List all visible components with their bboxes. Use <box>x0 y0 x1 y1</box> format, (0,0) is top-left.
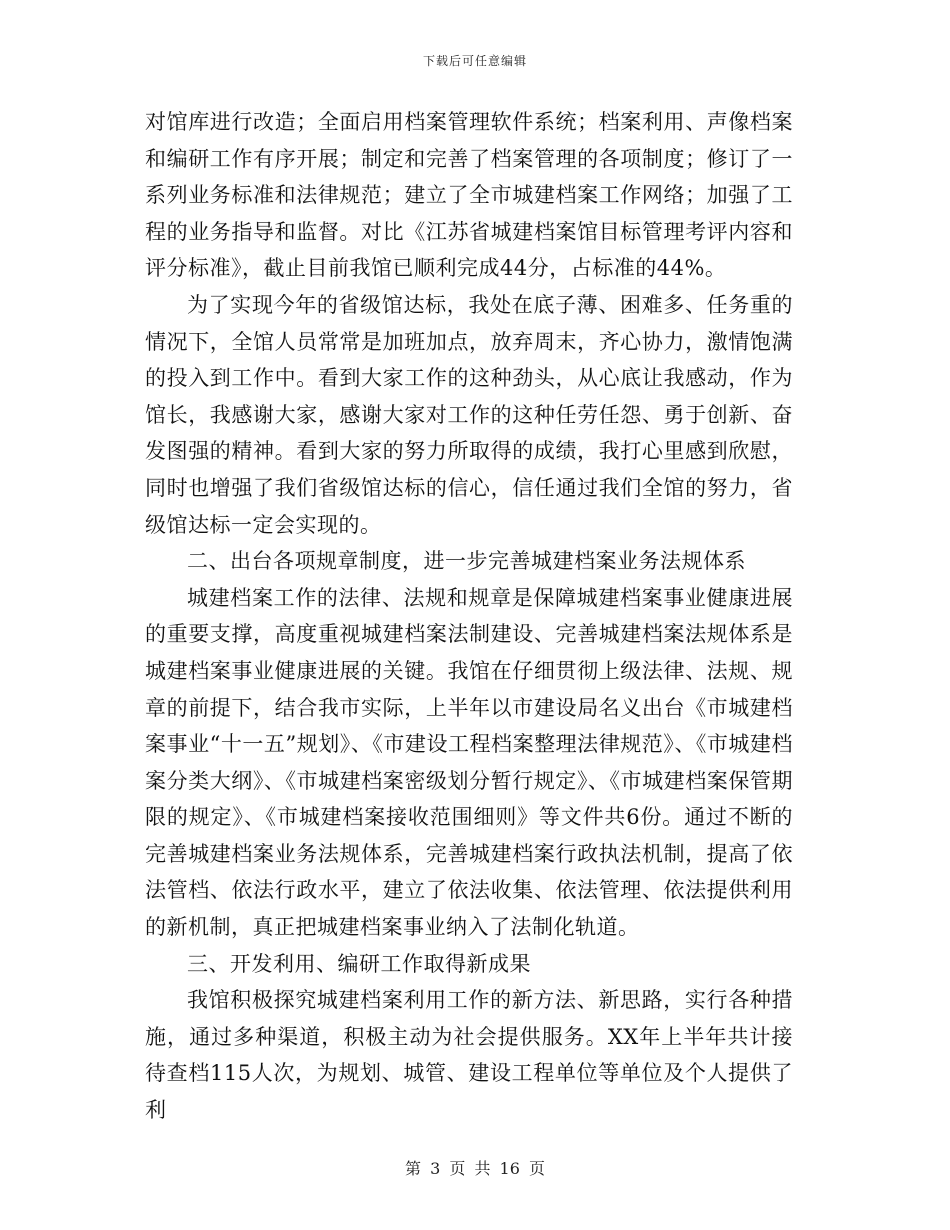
page-footer: 第 3 页 共 16 页 <box>405 1159 545 1178</box>
paragraph: 我馆积极探究城建档案利用工作的新方法、新思路，实行各种措施，通过多种渠道，积极主动为社会提供服务。XX年上半年共计接待查档115人次，为规划、城管、建设工程单位等单位及个人提供了利 <box>145 988 793 1123</box>
section-heading: 三、开发利用、编研工作取得新成果 <box>187 951 531 976</box>
section-heading: 二、出台各项规章制度，进一步完善城建档案业务法规体系 <box>187 549 746 574</box>
paragraph: 城建档案工作的法律、法规和规章是保障城建档案事业健康进展的重要支撑，高度重视城建档案法制建设、完善城建档案法规体系是城建档案事业健康进展的关键。我馆在仔细贯彻上级法律、法规、规章的前提下，结合我市实际，上半年以市建设局名义出台《市城建档案事业“十一五”规划》、《市建设工程档案整理法律规范》、《市城建档案分类大纲》、《市城建档案密级划分暂行规定》、《市城建档案保管期限的规定》、《市城建档案接收范围细则》等文件共6份。通过不断的完善城建档案业务法规体系，完善城建档案行政执法机制，提高了依法管档、依法行政水平，建立了依法收集、依法管理、依法提供利用的新机制，真正把城建档案事业纳入了法制化轨道。 <box>145 585 793 940</box>
page-header: 下载后可任意编辑 <box>422 54 527 68</box>
paragraph-continuation: 对馆库进行改造；全面启用档案管理软件系统；档案利用、声像档案和编研工作有序开展；制定和完善了档案管理的各项制度；修订了一系列业务标准和法律规范；建立了全市城建档案工作网络；加强了工程的业务指导和监督。对比《江苏省城建档案馆目标管理考评内容和评分标准》，截止目前我馆已顺利完成44分，占标准的44%。 <box>145 110 793 281</box>
paragraph: 为了实现今年的省级馆达标，我处在底子薄、困难多、任务重的情况下，全馆人员常常是加班加点，放弃周末，齐心协力，激情饱满的投入到工作中。看到大家工作的这种劲头，从心底让我感动，作为馆长，我感谢大家，感谢大家对工作的这种任劳任怨、勇于创新、奋发图强的精神。看到大家的努力所取得的成绩，我打心里感到欣慰，同时也增强了我们省级馆达标的信心，信任通过我们全馆的努力，省级馆达标一定会实现的。 <box>145 292 793 537</box>
body-text <box>145 104 793 1129</box>
